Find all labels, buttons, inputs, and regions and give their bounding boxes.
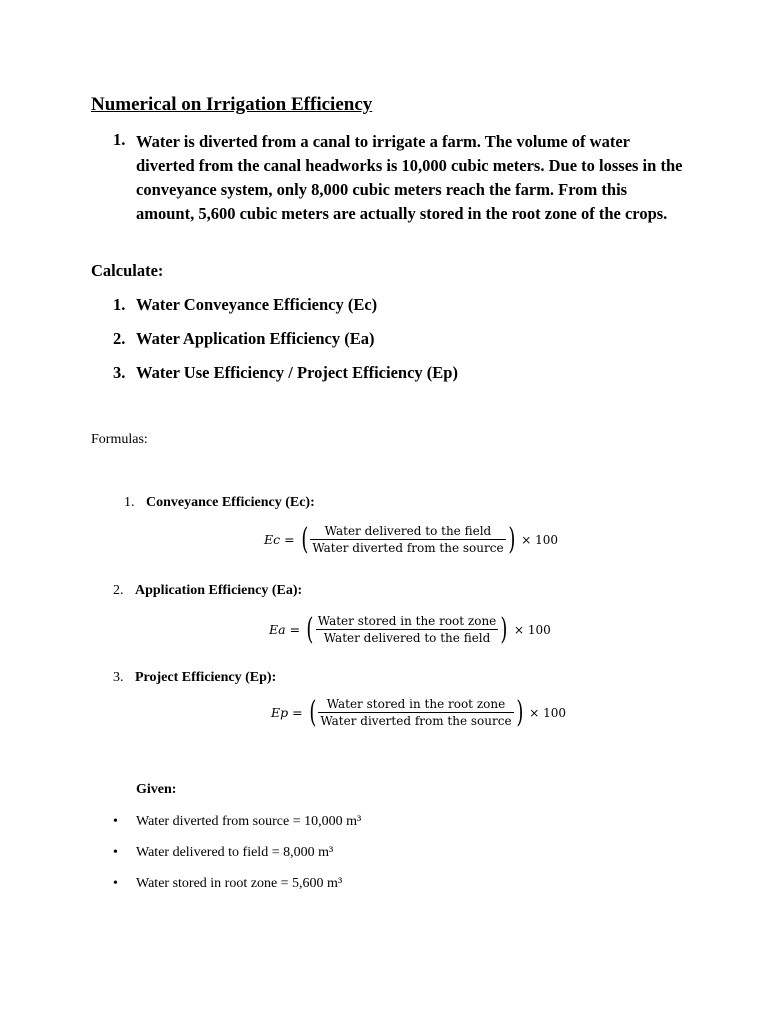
calculate-item-text: Water Conveyance Efficiency (Ec) — [136, 295, 378, 314]
equation-lhs: Ea — [269, 622, 286, 637]
fraction — [310, 524, 505, 555]
equals-sign: = — [292, 705, 303, 720]
given-item: Water delivered to field = 8,000 m³ — [136, 845, 334, 860]
formula-number: 1. — [124, 495, 135, 510]
equation-ec — [264, 521, 559, 557]
fraction — [316, 614, 499, 645]
equation-lhs: Ep — [271, 705, 289, 720]
equation-lhs: Ec — [264, 532, 281, 547]
formula-number: 3. — [113, 670, 124, 685]
given-item: Water stored in root zone = 5,600 m³ — [136, 876, 343, 891]
calculate-item — [113, 329, 374, 349]
calculate-label: Calculate: — [91, 261, 164, 280]
calculate-item-number: 3. — [113, 363, 126, 382]
multiplier: × 100 — [521, 532, 559, 547]
fraction-numerator: Water delivered to the field — [324, 524, 492, 538]
bullet-marker: • — [113, 876, 118, 891]
given-label: Given: — [136, 782, 177, 797]
formula-number: 2. — [113, 583, 124, 598]
calculate-item — [113, 363, 458, 383]
calculate-item-number: 2. — [113, 329, 126, 348]
fraction-denominator: Water delivered to the field — [323, 631, 491, 645]
bullet-marker: • — [113, 845, 118, 860]
formula-heading — [113, 583, 302, 599]
fraction — [318, 697, 513, 728]
question-text: Water is diverted from a canal to irrigate a farm. The volume of water diverted from the canal headworks is 10,000 cubic meters. Due to losses in the conveyance system, only 8,000 cubic meters reach the farm. From this amount, 5,600 cubic meters are actually stored in the root zone of the crops. — [136, 132, 683, 223]
formula-heading — [124, 495, 315, 511]
formula-heading-text: Application Efficiency (Ea): — [135, 583, 303, 598]
fraction-numerator: Water stored in the root zone — [326, 697, 506, 711]
page-title: Numerical on Irrigation Efficiency — [91, 94, 373, 115]
left-paren: ( — [306, 611, 314, 647]
calculate-item — [113, 295, 377, 315]
fraction-numerator: Water stored in the root zone — [317, 614, 497, 628]
formula-heading-text: Conveyance Efficiency (Ec): — [146, 495, 315, 510]
multiplier: × 100 — [514, 622, 551, 637]
formulas-label: Formulas: — [91, 432, 148, 447]
equals-sign: = — [289, 622, 301, 637]
equation-ea — [269, 611, 551, 647]
equals-sign: = — [284, 532, 295, 547]
formula-heading-text: Project Efficiency (Ep): — [135, 670, 277, 685]
left-paren: ( — [300, 521, 308, 557]
calculate-item-number: 1. — [113, 295, 126, 314]
right-paren: ) — [507, 521, 515, 557]
multiplier: × 100 — [529, 705, 567, 720]
calculate-item-text: Water Use Efficiency / Project Efficiency (Ep) — [136, 363, 458, 382]
right-paren: ) — [500, 611, 508, 647]
right-paren: ) — [515, 694, 523, 730]
equation-ep — [271, 694, 567, 730]
given-item: Water diverted from source = 10,000 m³ — [136, 814, 362, 829]
calculate-item-text: Water Application Efficiency (Ea) — [136, 329, 375, 348]
fraction-denominator: Water diverted from the source — [312, 541, 504, 555]
bullet-marker: • — [113, 814, 118, 829]
fraction-denominator: Water diverted from the source — [320, 714, 512, 728]
formula-heading — [113, 670, 276, 686]
question-number: 1. — [113, 130, 126, 149]
left-paren: ( — [308, 694, 316, 730]
